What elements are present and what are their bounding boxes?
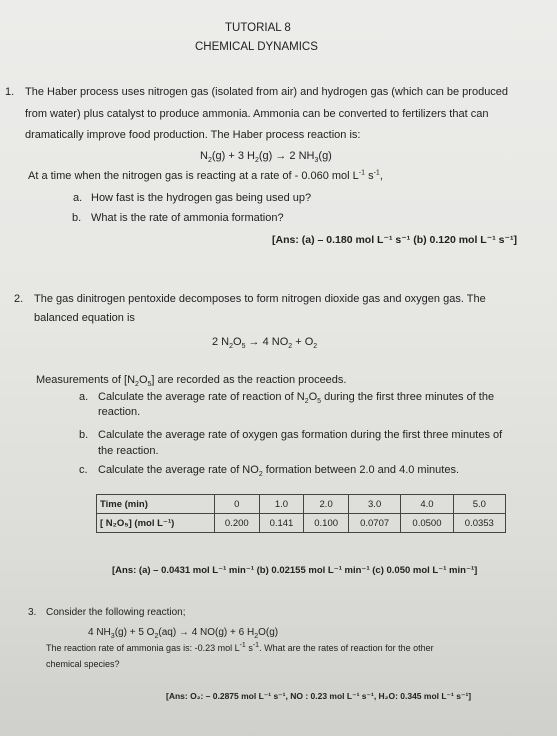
table-header-concentration: [ N₂O₅] (mol L⁻¹) [97, 514, 215, 533]
table-cell: 0.141 [259, 514, 304, 533]
q2-part-b-line-1: Calculate the average rate of oxygen gas formation during the first three minutes of [98, 429, 503, 441]
q2-measure-line: Measurements of $[N_2O_5]$ are recorded as the reaction proceeds. [36, 374, 347, 389]
table-row-concentration [97, 514, 506, 533]
table-cell: 0 [214, 495, 259, 514]
q2-part-a-line-2: reaction. [98, 406, 141, 418]
table-cell: 0.0353 [453, 514, 505, 533]
page-subtitle: CHEMICAL DYNAMICS [195, 41, 318, 53]
q3-line-3: chemical species? [46, 659, 120, 669]
q2-part-a-label: a. [79, 391, 89, 403]
q1-line-1: The Haber process uses nitrogen gas (isolated from air) and hydrogen gas (which can be produced [25, 86, 509, 98]
q1-part-a: How fast is the hydrogen gas being used up? [91, 192, 312, 204]
table-cell: 2.0 [304, 495, 349, 514]
q1-number: 1. [5, 86, 15, 98]
q3-equation: 4 $NH_3(g) + 5$ $O_2(aq) \to 4$ NO(g) + 6 $H_2O(g)$ [88, 627, 279, 640]
table-cell: 0.0707 [348, 514, 400, 533]
q1-part-a-label: a. [73, 192, 83, 204]
q3-line-1: Consider the following reaction; [46, 607, 186, 618]
q1-line-3: dramatically improve food production. The Haber process reaction is: [25, 129, 361, 141]
q2-line-2: balanced equation is [34, 312, 135, 324]
q1-rate-line: At a time when the nitrogen gas is reacting at a rate of - 0.060 mol $L^{-1}$ $s^{-1}$, [28, 169, 383, 182]
q1-line-2: from water) plus catalyst to produce ammonia. Ammonia can be converted to fertilizers that can [25, 108, 489, 120]
q2-line-1: The gas dinitrogen pentoxide decomposes to form nitrogen dioxide gas and oxygen gas. The [34, 293, 486, 305]
table-header-time: Time (min) [97, 495, 215, 514]
table-cell: 4.0 [401, 495, 453, 514]
q2-part-c: Calculate the average rate of $NO_2$ formation between 2.0 and 4.0 minutes. [98, 464, 460, 479]
q3-line-2: The reaction rate of ammonia gas is: -0.23 mol $L^{-1}$ $s^{-1}$. What are the rates of reaction for the other [46, 642, 434, 653]
q2-part-c-label: c. [79, 464, 88, 476]
table-cell: 1.0 [259, 495, 304, 514]
table-cell: 0.200 [214, 514, 259, 533]
q2-number: 2. [14, 293, 24, 305]
table-cell: 5.0 [453, 495, 505, 514]
concentration-table [96, 494, 506, 533]
q2-part-a-line-1: Calculate the average rate of reaction of $N_2O_5$ during the first three minutes of the [98, 391, 495, 406]
q3-answer: [Ans: O₂: – 0.2875 mol L⁻¹ s⁻¹, NO : 0.23 mol L⁻¹ s⁻¹, H₂O: 0.345 mol L⁻¹ s⁻¹] [166, 691, 472, 701]
q2-part-b-line-2: the reaction. [98, 445, 159, 457]
q2-part-b-label: b. [79, 429, 89, 441]
table-row-time [97, 495, 506, 514]
table-cell: 0.100 [304, 514, 349, 533]
q1-equation: $N_2(g) + 3$ $H_2(g) \to 2$ $NH_3(g)$ [200, 150, 332, 165]
page-title: TUTORIAL 8 [225, 22, 291, 34]
q1-part-b-label: b. [72, 212, 82, 224]
q2-answer: [Ans: (a) – 0.0431 mol L⁻¹ min⁻¹ (b) 0.02155 mol L⁻¹ min⁻¹ (c) 0.050 mol L⁻¹ min⁻¹] [112, 565, 478, 576]
q1-answer: [Ans: (a) – 0.180 mol L⁻¹ s⁻¹ (b) 0.120 mol L⁻¹ s⁻¹] [272, 234, 518, 246]
q2-equation: 2 $N_2O_5 \to 4$ $NO_2 + O_2$ [212, 336, 318, 351]
table-cell: 3.0 [348, 495, 400, 514]
table-cell: 0.0500 [401, 514, 453, 533]
q3-number: 3. [28, 607, 37, 618]
q1-part-b: What is the rate of ammonia formation? [91, 212, 284, 224]
